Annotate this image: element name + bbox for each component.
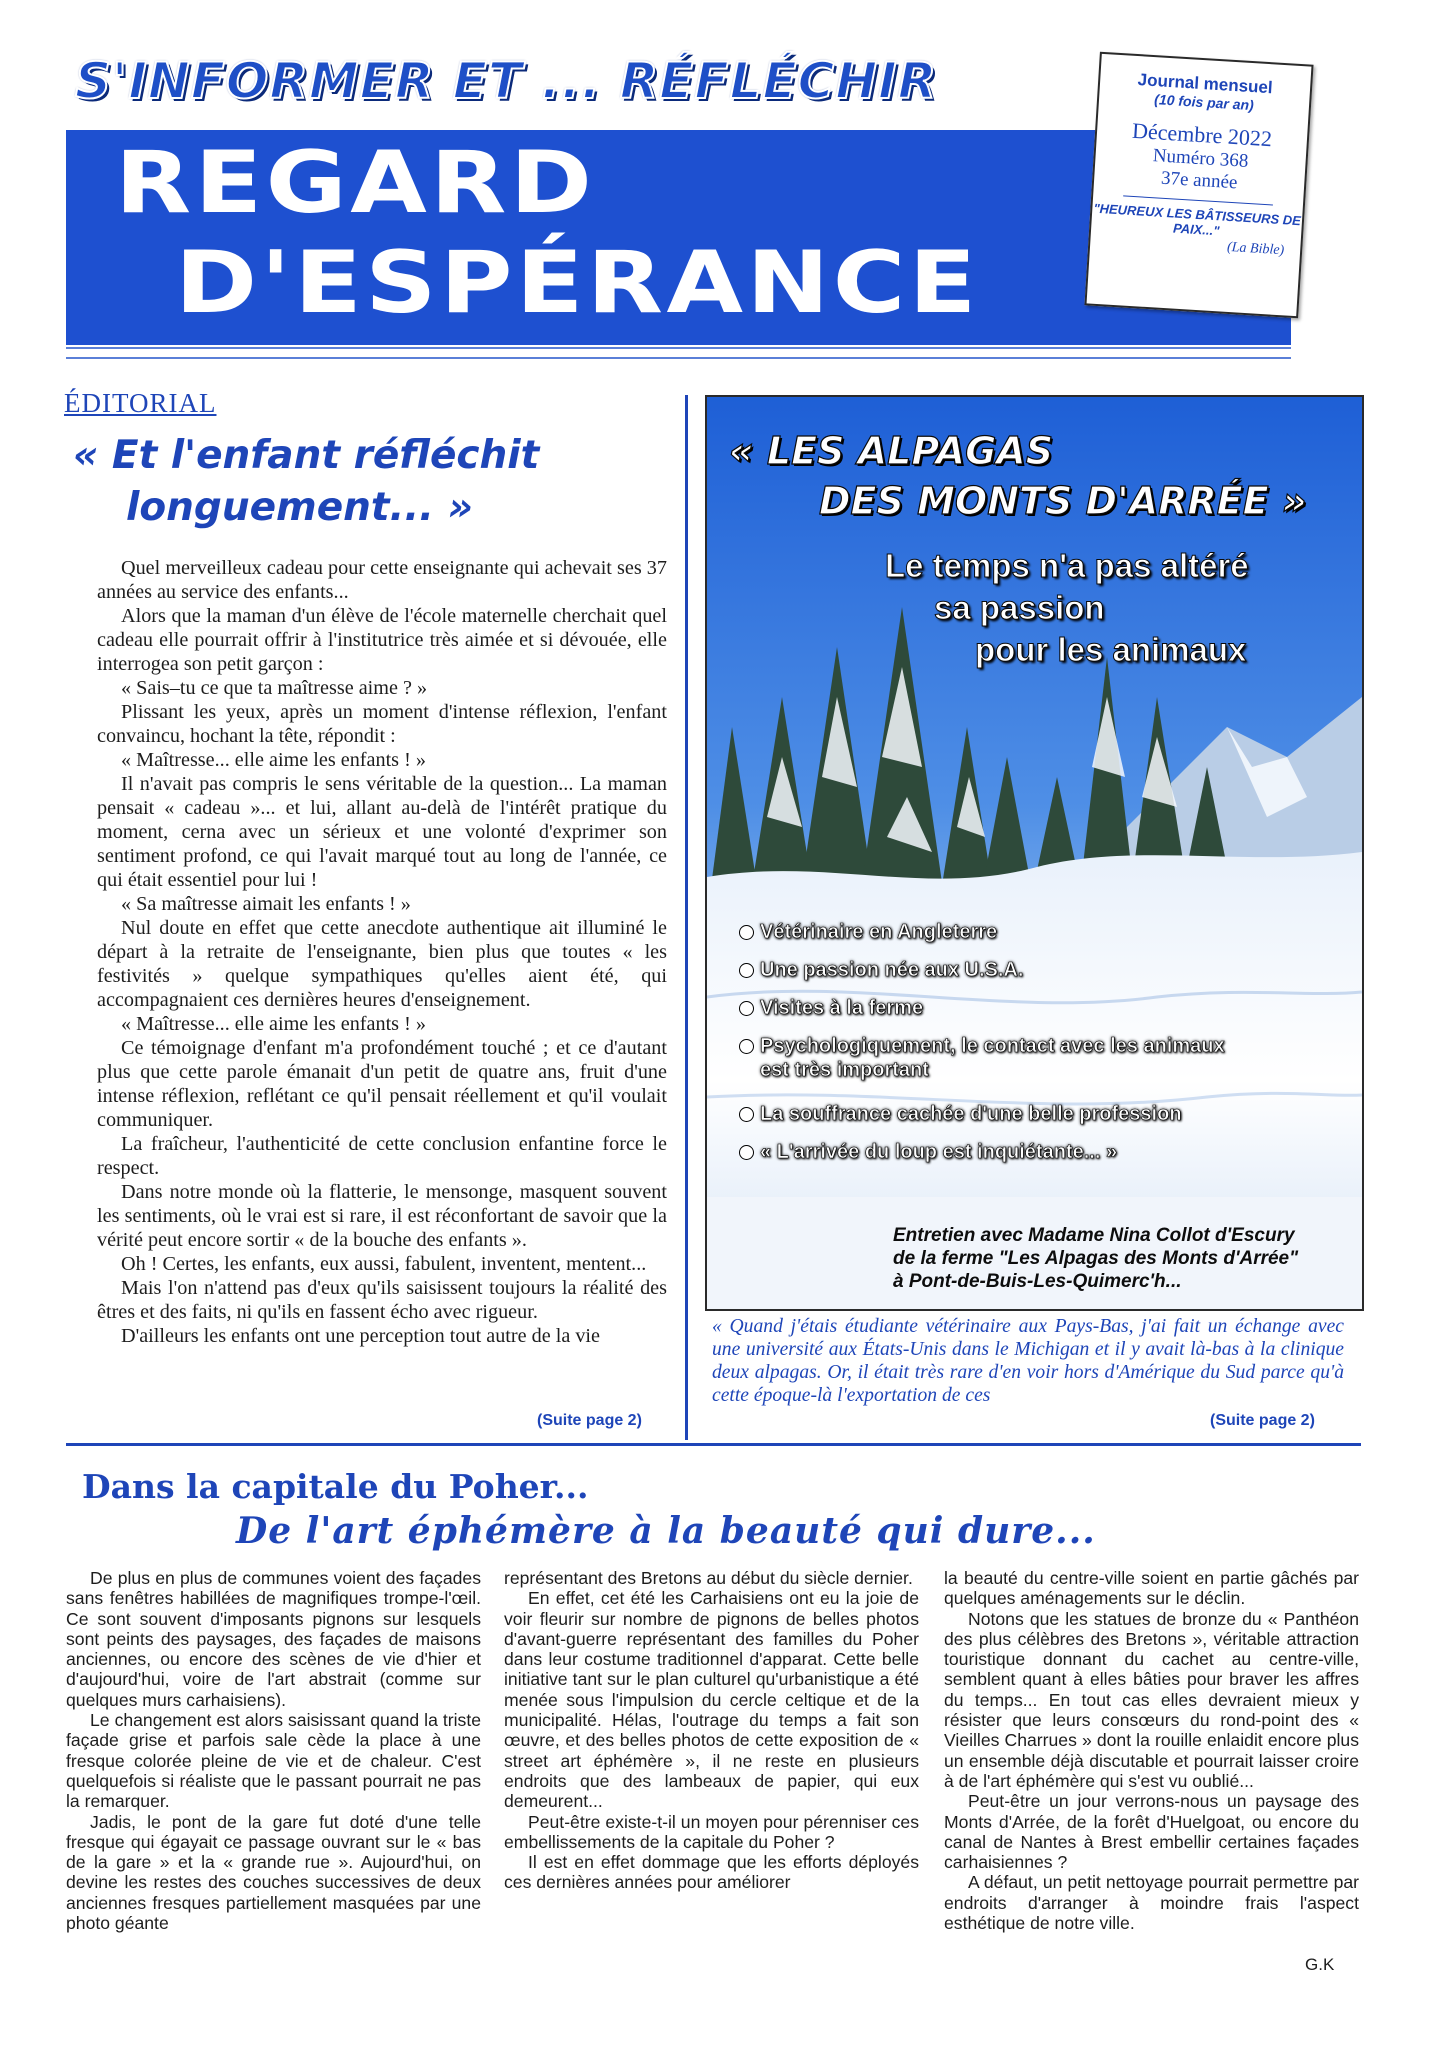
tagline: S'INFORMER ET ... RÉFLÉCHIR bbox=[75, 52, 938, 110]
stamp-quote: "HEUREUX LES BÂTISSEURS DE PAIX..." bbox=[1093, 200, 1302, 239]
article-heading-line2: De l'art éphémère à la beauté qui dure... bbox=[236, 1510, 1096, 1552]
editorial-title-line1: « Et l'enfant réfléchit bbox=[73, 433, 540, 478]
article-heading-line1: Dans la capitale du Poher... bbox=[82, 1467, 589, 1506]
editorial-paragraph: « Sa maîtresse aimait les enfants ! » bbox=[121, 893, 411, 915]
stamp-date: Décembre 2022 bbox=[1131, 117, 1273, 152]
editorial-paragraph: La fraîcheur, l'authenticité de cette conclusion enfantine force le respect. bbox=[97, 1133, 667, 1179]
interview-continued-link[interactable]: (Suite page 2) bbox=[1210, 1412, 1315, 1429]
poster-bullet bbox=[739, 997, 923, 1020]
poster-bullet bbox=[739, 1035, 1225, 1058]
article-paragraph: De plus en plus de communes voient des façades sans fenêtres habillées de magnifiques trompe-l'œil. Ce sont souvent d'imposants pignons sur lesquels sont peints des paysages, des façades de maisons anciennes, ou encore des scènes de vie d'hier et d'aujourd'hui, voire de l'art abstrait (comme sur quelques murs carhaisiens). bbox=[66, 1568, 481, 1710]
poster-bullet bbox=[739, 959, 1023, 982]
editorial-paragraph: Mais l'on n'attend pas d'eux qu'ils saisissent toujours la réalité des êtres et des faits, ni qu'ils en fassent écho avec rigueur. bbox=[97, 1277, 667, 1323]
article-signature: G.K bbox=[1305, 1955, 1335, 1974]
editorial-label: ÉDITORIAL bbox=[64, 388, 217, 418]
stamp-frequency: (10 fois par an) bbox=[1153, 91, 1255, 114]
editorial-paragraph: Ce témoignage d'enfant m'a profondément touché ; et ce d'autant plus que cette parole émanait d'un petit de quatre ans, fruit d'une intense réflexion, reflétant ce qu'il pensait réellement et qu'il voulait communiquer. bbox=[97, 1037, 667, 1131]
article-paragraph: Le changement est alors saisissant quand la triste façade grise et parfois sale cède la place à une fresque colorée pleine de vie et de chaleur. C'est quelquefois si réaliste que le passant pourrait ne pas la remarquer. bbox=[66, 1710, 481, 1812]
editorial-paragraph: « Maîtresse... elle aime les enfants ! » bbox=[121, 1013, 426, 1035]
stamp-number: Numéro 368 bbox=[1152, 145, 1249, 172]
editorial-paragraph: Il n'avait pas compris le sens véritable de la question... La maman pensait « cadeau »... et lui, allant au-delà de l'intérêt pratique du moment, cerna avec un sérieux et une volonté d'exprimer son sentiment profond, ce qui l'avait marqué tout au long de l'année, ce qui était essentiel pour lui ! bbox=[97, 773, 667, 891]
editorial-paragraph: Dans notre monde où la flatterie, le mensonge, masquent souvent les sentiments, où le vrai est si rare, il est réconfortant de savoir que la vérité peut encore sortir « de la bouche des enfants ». bbox=[97, 1181, 667, 1251]
article-paragraph: la beauté du centre-ville soient en partie gâchés par quelques aménagements sur le déclin. bbox=[944, 1568, 1359, 1609]
bullet-dot-icon bbox=[739, 1039, 754, 1054]
article-column-3 bbox=[944, 1568, 1359, 1973]
bullet-dot-icon bbox=[739, 1001, 754, 1016]
banner-rule bbox=[66, 347, 1291, 359]
editorial-paragraph: « Maîtresse... elle aime les enfants ! » bbox=[121, 749, 426, 771]
poster-subtitle-line3: pour les animaux bbox=[975, 631, 1247, 668]
article-paragraph: A défaut, un petit nettoyage pourrait permettre par endroits d'arranger à moindre frais l'aspect esthétique de notre ville. bbox=[944, 1872, 1359, 1934]
article-column-1 bbox=[66, 1568, 481, 1973]
bullet-text: Psychologiquement, le contact avec les animaux bbox=[760, 1035, 1225, 1057]
column-divider bbox=[685, 395, 688, 1440]
poster-caption-line1: Entretien avec Madame Nina Collot d'Escury bbox=[893, 1225, 1295, 1246]
bullet-text: Une passion née aux U.S.A. bbox=[760, 959, 1024, 981]
section-divider bbox=[66, 1443, 1361, 1446]
poster-subtitle-line2: sa passion bbox=[934, 589, 1105, 626]
bullet-text: Visites à la ferme bbox=[760, 997, 924, 1019]
editorial-paragraph: Quel merveilleux cadeau pour cette enseignante qui achevait ses 37 années au service des enfants... bbox=[97, 557, 667, 603]
poster-subtitle-line1: Le temps n'a pas altéré bbox=[885, 547, 1249, 584]
editorial-continued-link[interactable]: (Suite page 2) bbox=[537, 1412, 642, 1429]
snow-scene-image bbox=[707, 397, 1362, 1309]
article-paragraph: Peut-être un jour verrons-nous un paysage des Monts d'Arrée, de la forêt d'Huelgoat, ou encore du canal de Nantes à Brest embellir certaines façades carhaisiennes ? bbox=[944, 1791, 1359, 1873]
editorial-title-line2: longuement... » bbox=[126, 485, 473, 530]
bullet-dot-icon bbox=[739, 963, 754, 978]
editorial-paragraph: Plissant les yeux, après un moment d'intense réflexion, l'enfant convaincu, hochant la tête, répondit : bbox=[97, 701, 667, 747]
article-paragraph: Notons que les statues de bronze du « Panthéon des plus célèbres des Bretons », véritable attraction touristique donnant du cachet au centre-ville, semblent quant à elles bâties pour braver les affres du temps... En tout cas elles devraient mieux y résister que leurs consœurs du rond-point des « Vieilles Charrues » dont la rouille enlaidit encore plus un ensemble déjà discutable et pourrait laisser croire à de l'art éphémère qui s'est vu oublié... bbox=[944, 1608, 1359, 1791]
poster-caption-line2: de la ferme "Les Alpagas des Monts d'Arrée" bbox=[893, 1248, 1299, 1269]
poster-bullet bbox=[739, 1103, 1182, 1126]
editorial-paragraph: Alors que la maman d'un élève de l'école maternelle cherchait quel cadeau elle pourrait offrir à l'institutrice très aimée et si dévouée, elle interrogea son petit garçon : bbox=[97, 605, 667, 675]
stamp-source: (La Bible) bbox=[1226, 239, 1285, 259]
bullet-dot-icon bbox=[739, 1145, 754, 1160]
bullet-text: La souffrance cachée d'une belle profession bbox=[760, 1103, 1182, 1125]
poster-bullet-continuation: est très important bbox=[760, 1059, 929, 1081]
poster-bullet bbox=[739, 1141, 1117, 1164]
bullet-text: Vétérinaire en Angleterre bbox=[760, 921, 998, 943]
bullet-text: « L'arrivée du loup est inquiétante... » bbox=[760, 1141, 1118, 1163]
stamp-kind: Journal mensuel bbox=[1137, 70, 1274, 98]
editorial-body bbox=[97, 556, 667, 1396]
article-paragraph: représentant des Bretons au début du siècle dernier. bbox=[504, 1568, 913, 1588]
poster-caption-line3: à Pont-de-Buis-Les-Quimerc'h... bbox=[893, 1271, 1182, 1292]
article-paragraph: Peut-être existe-t-il un moyen pour pérenniser ces embellissements de la capitale du Poher ? bbox=[504, 1811, 919, 1852]
editorial-paragraph: « Sais–tu ce que ta maîtresse aime ? » bbox=[121, 677, 428, 699]
interview-quote: « Quand j'étais étudiante vétérinaire aux Pays-Bas, j'ai fait un échange avec une université aux États-Unis dans le Michigan et il y avait là-bas à la clinique deux alpagas. Or, il était très rare d'en voir hors d'Amérique du Sud parce qu'à cette époque-là l'exportation de ces bbox=[712, 1316, 1344, 1406]
bullet-dot-icon bbox=[739, 925, 754, 940]
article-paragraph: Il est en effet dommage que les efforts déployés ces dernières années pour améliorer bbox=[504, 1852, 919, 1893]
editorial-paragraph: Oh ! Certes, les enfants, eux aussi, fabulent, inventent, mentent... bbox=[121, 1253, 647, 1275]
poster-title-line2: DES MONTS D'ARRÉE » bbox=[819, 479, 1307, 523]
article-paragraph: Jadis, le pont de la gare fut doté d'une telle fresque qui égayait ce passage ouvrant sur le « bas de la gare » et la « grande rue ». Aujourd'hui, on devine les restes des couches successives de deux anciennes fresques partiellement masquées par une photo géante bbox=[66, 1811, 481, 1934]
poster-bullet bbox=[739, 921, 997, 944]
issue-stamp bbox=[1084, 52, 1313, 319]
stamp-year: 37e année bbox=[1160, 167, 1239, 194]
cover-poster bbox=[705, 395, 1364, 1311]
article-column-2 bbox=[504, 1568, 919, 1973]
article-paragraph: En effet, cet été les Carhaisiens ont eu la joie de voir fleurir sur nombre de pignons de belles photos d'avant-guerre représentant des familles du Poher dans leur costume traditionnel d'apparat. Cette belle initiative tant sur le plan culturel qu'urbanistique a été menée sous l'impulsion du cercle celtique et de la municipalité. Hélas, l'outrage du temps a fait son œuvre, et des belles photos de cette exposition de « street art éphémère », il ne reste en plusieurs endroits que des lambeaux de papier, qui eux demeurent... bbox=[504, 1588, 919, 1812]
masthead-title-line1: REGARD bbox=[115, 133, 596, 233]
poster-title-line1: « LES ALPAGAS bbox=[729, 429, 1054, 473]
bullet-dot-icon bbox=[739, 1107, 754, 1122]
editorial-paragraph: D'ailleurs les enfants ont une perception tout autre de la vie bbox=[121, 1325, 600, 1347]
masthead-title-line2: D'ESPÉRANCE bbox=[175, 233, 980, 333]
editorial-paragraph: Nul doute en effet que cette anecdote authentique ait illuminé le départ à la retraite de l'enseignante, bien plus que toutes « les festivités » quelque sympathiques qu'elles aient été, qui accompagnaient ces dernières heures d'enseignement. bbox=[97, 917, 667, 1011]
